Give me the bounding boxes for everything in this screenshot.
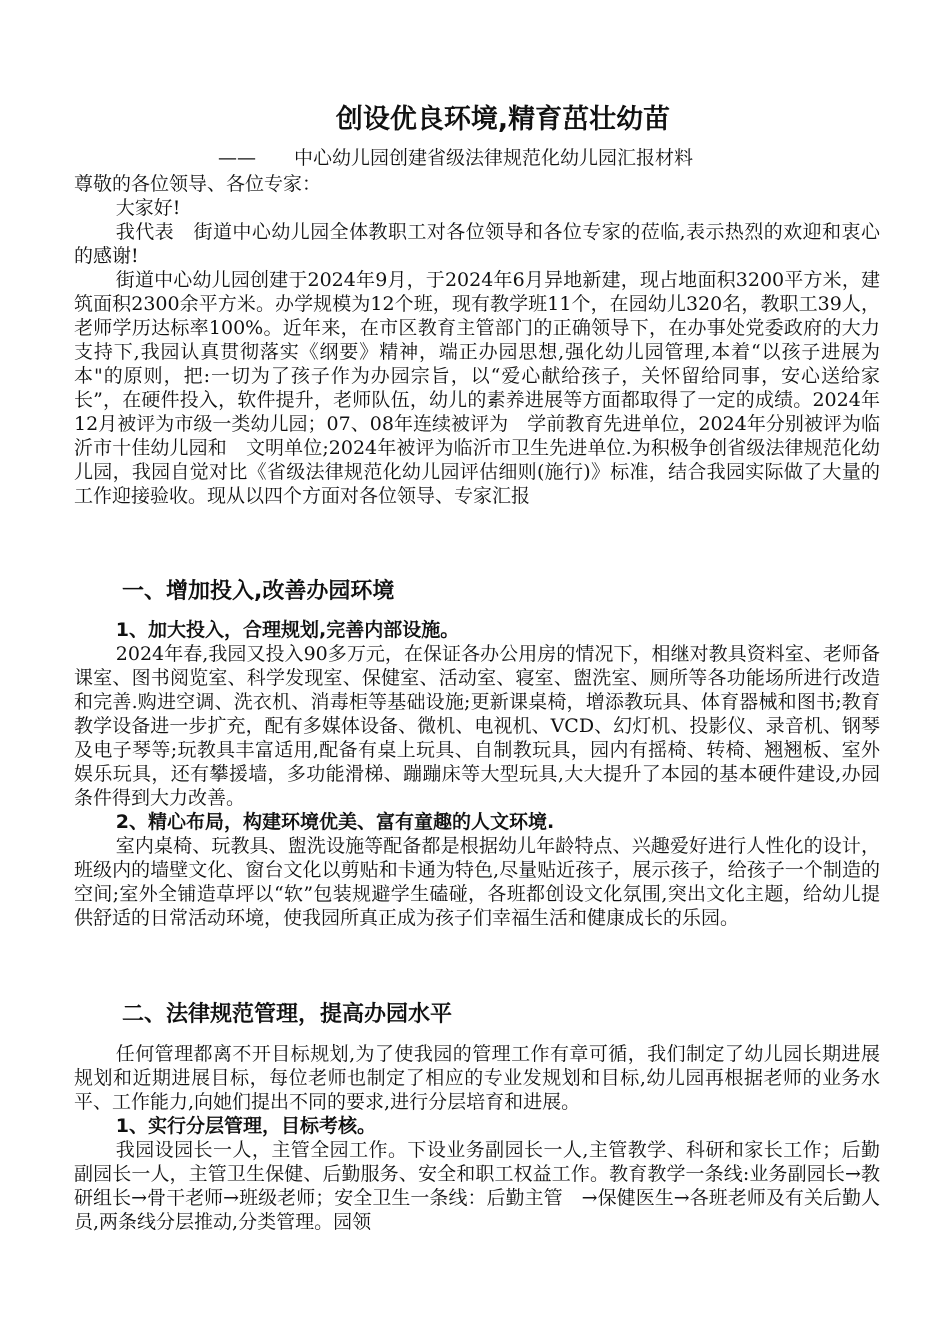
section2-intro-text: 任何管理都离不开目标规划,为了使我园的管理工作有章可循，我们制定了幼儿园长期进展规划和近期进展目标，每位老师也制定了相应的专业发规划和目标,幼儿园再根据老师的业务水平、工作能力,向她们提出不同的要求,进行分层培育和进展。 (74, 1043, 880, 1113)
section1-block (74, 618, 880, 930)
section1-sub2-heading: 2、精心布局，构建环境优美、富有童趣的人文环境. (115, 811, 555, 833)
section1-sub1-heading: 1、加大投入，合理规划,完善内部设施。 (115, 619, 460, 641)
hello-line: 大家好! (115, 197, 181, 219)
section1-sub1-text: 2024年春,我园又投入90多万元，在保证各办公用房的情况下，相继对教具资料室、老师备课室、图书阅览室、科学发现室、保健室、活动室、寝室、盥洗室、厕所等各功能场所进行改造和完善.购进空调、洗衣机、消毒柜等基础设施;更新课桌椅，增添教玩具、体育器械和图书;教育教学设备进一步扩充，配有多媒体设备、微机、电视机、VCD、幻灯机、投影仪、录音机、钢琴及电子琴等;玩教具丰富适用,配备有桌上玩具、自制教玩具，园内有摇椅、转椅、翘翘板、室外娱乐玩具，还有攀援墙，多功能滑梯、蹦蹦床等大型玩具,大大提升了本园的基本硬件建设,办园条件得到大力改善。 (74, 643, 880, 809)
intro-paragraph: 我代表 街道中心幼儿园全体教职工对各位领导和各位专家的莅临,表示热烈的欢迎和衷心的感谢! (74, 221, 880, 267)
section2-sub1-heading: 1、实行分层管理，目标考核。 (115, 1115, 377, 1137)
document-subtitle: —— 中心幼儿园创建省级法律规范化幼儿园汇报材料 (218, 147, 694, 169)
section1-sub2-text: 室内桌椅、玩教具、盥洗设施等配备都是根据幼儿年龄特点、兴趣爱好进行人性化的设计，班级内的墙壁文化、窗台文化以剪贴和卡通为特色,尽量贴近孩子，展示孩子，给孩子一个制造的空间;室外全铺造草坪以“软”包装规避学生磕碰，各班都创设文化氛围,突出文化主题，给幼儿提供舒适的日常活动环境，使我园所真正成为孩子们幸福生活和健康成长的乐园。 (74, 835, 880, 929)
section2-sub1-text: 我园设园长一人，主管全园工作。下设业务副园长一人,主管教学、科研和家长工作；后勤副园长一人，主管卫生保健、后勤服务、安全和职工权益工作。教育教学一条线:业务副园长→教研组长→骨干老师→班级老师；安全卫生一条线：后勤主管 →保健医生→各班老师及有关后勤人员,两条线分层推动,分类管理。园领 (74, 1139, 880, 1233)
section2-block (74, 1042, 880, 1234)
section1-heading: 一、增加投入,改善办园环境 (122, 579, 395, 604)
document-title: 创设优良环境,精育茁壮幼苗 (335, 104, 671, 135)
overview-paragraph: 街道中心幼儿园创建于2024年9月，于2024年6月异地新建，现占地面积3200平方米，建筑面积2300余平方米。办学规模为12个班，现有教学班11个，在园幼儿320名，教职工39人，老师学历达标率100%。近年来，在市区教育主管部门的正确领导下，在办事处党委政府的大力支持下,我园认真贯彻落实《纲要》精神，端正办园思想,强化幼儿园管理,本着“以孩子进展为本"的原则，把:一切为了孩子作为办园宗旨，以“爱心献给孩子，关怀留给同事，安心送给家长”，在硬件投入，软件提升，老师队伍，幼儿的素养进展等方面都取得了一定的成绩。2024年12月被评为市级一类幼儿园；07、08年连续被评为 学前教育先进单位，2024年分别被评为临沂市十佳幼儿园和 文明单位;2024年被评为临沂市卫生先进单位.为积极争创省级法律规范化幼儿园，我园自觉对比《省级法律规范化幼儿园评估细则(施行)》标准，结合我园实际做了大量的工作迎接验收。现从以四个方面对各位领导、专家汇报 (74, 269, 880, 507)
opening-block (74, 172, 880, 508)
section2-heading: 二、法律规范管理，提高办园水平 (122, 1002, 453, 1027)
greeting: 尊敬的各位领导、各位专家： (74, 173, 322, 195)
